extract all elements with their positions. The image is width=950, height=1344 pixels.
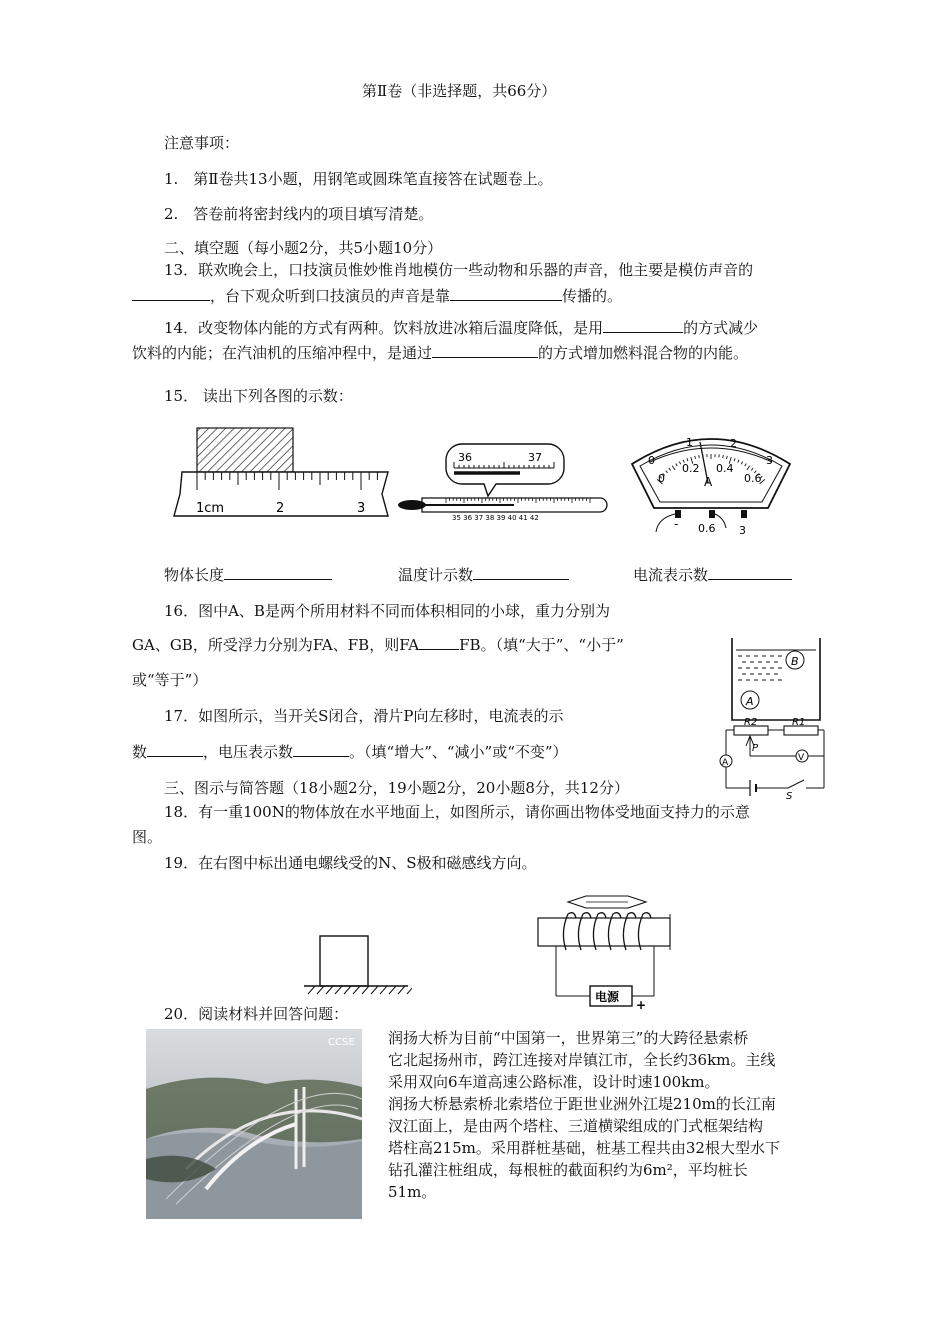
ammeter-top-2: 2 [730,437,737,450]
ammeter-bottom-0: 0 [658,472,665,485]
q20-paragraph-1: 润扬大桥为目前“中国第一，世界第三”的大跨径悬索桥 它北起扬州市，跨江连接对岸镇江市，全长约36km。主线 采用双向6车道高速公路标准，设计时速100km。 [388,1029,776,1091]
ammeter-bottom-0.4: 0.4 [716,462,734,475]
q20-paragraph-2: 润扬大桥悬索桥北索塔位于距世业洲外江堤210m的长江南 汊江面上，是由两个塔柱、三道横梁组成的门式框架结构 塔柱高215m。采用群桩基础，桩基工程共由32根大型水下 钻孔灌注桩组成，每根桩的截面积约为6m²，平均桩长 51m。 [388,1095,780,1201]
q17-blank-1[interactable] [147,740,203,757]
slider-p-label: P [752,743,759,754]
q15-stem: 15． 读出下列各图的示数： [164,387,353,405]
thermometer-scale: 35 36 37 38 39 40 41 42 [452,514,539,522]
answer-length: 物体长度 [164,563,332,586]
q14-line2: 饮料的内能；在汽油机的压缩冲程中，是通过 的方式增加燃料混合物的内能。 [132,341,748,364]
bubble-label-36: 36 [458,451,472,464]
circuit-figure [712,716,828,800]
thermometer-figure [396,440,610,526]
ammeter-bottom-0.6: 0.6 [744,472,762,485]
thermometer-bulb [398,500,426,510]
q14-blank-2[interactable] [432,341,538,358]
r2-label: R2 [744,717,758,728]
solenoid-core [538,918,670,946]
answer-temperature-blank[interactable] [473,563,569,580]
q16-blank[interactable] [419,633,459,650]
ball-b-label: B [791,655,799,668]
ruler-label-3: 3 [357,501,366,516]
r1-label: R1 [792,717,806,728]
ammeter-top-0: 0 [648,454,655,467]
q17-line2: 数 ，电压表示数 。（填“增大”、“减小”或“不变”） [132,740,568,763]
answer-current: 电流表示数 [633,563,792,586]
bridge-photo [146,1029,362,1219]
note-item-1: 1. 第Ⅱ卷共13小题，用钢笔或圆珠笔直接答在试题卷上。 [164,170,553,188]
ruler-label-1cm: 1cm [196,501,225,516]
switch-s-label: S [786,791,793,800]
bubble-label-37: 37 [528,451,542,464]
answer-temperature: 温度计示数 [398,563,569,586]
ammeter-unit: A [704,475,713,489]
ball-a-label: A [746,695,754,708]
answer-length-blank[interactable] [224,563,332,580]
measured-block [197,428,293,472]
section-2-heading: 二、填空题（每小题2分，共5小题10分） [164,239,443,257]
answer-current-blank[interactable] [708,563,792,580]
ruler-label-2: 2 [276,501,285,516]
section-3-heading: 三、图示与简答题（18小题2分，19小题2分，20小题8分，共12分） [164,779,629,797]
ammeter-label: A [722,758,729,768]
photo-logo: CCSE [328,1037,355,1048]
terminal-3: 3 [739,524,746,537]
q17-blank-2[interactable] [293,740,349,757]
voltmeter-label: V [798,753,805,763]
q14-line1: 14．改变物体内能的方式有两种。饮料放进冰箱后温度降低，是用 的方式减少 [164,316,758,339]
block-on-ground-figure [300,930,412,998]
q19-line1: 19．在右图中标出通电螺线受的N、S极和磁感线方向。 [164,854,537,872]
ammeter-top-1: 1 [686,436,693,449]
block-object [320,936,368,986]
switch-s [788,780,804,788]
page-title: 第Ⅱ卷（非选择题，共66分） [362,82,557,100]
terminal-0.6: 0.6 [698,522,716,535]
ammeter-bottom-0.2: 0.2 [682,462,700,475]
q17-line1: 17．如图所示，当开关S闭合，滑片P向左移时，电流表的示 [164,707,564,725]
terminal-minus: - [674,517,679,531]
ruler-figure [170,424,392,524]
ammeter-top-3: 3 [766,454,773,467]
solenoid-figure [532,888,682,1010]
q13-line1: 13．联欢晚会上，口技演员惟妙惟肖地模仿一些动物和乐器的声音，他主要是模仿声音的 [164,261,754,279]
note-item-2: 2. 答卷前将密封线内的项目填写清楚。 [164,205,434,223]
q16-line2: GA、GB，所受浮力分别为FA、FB，则FA FB。（填“大于”、“小于” [132,633,624,656]
q13-blank-2[interactable] [450,284,562,301]
q13-blank-1[interactable] [132,284,210,301]
ammeter-figure [628,428,794,538]
power-plus: + [636,998,647,1010]
q18-line2: 图。 [132,828,163,846]
power-supply-label: 电源 [595,990,620,1004]
q16-line3: 或“等于”） [132,671,208,689]
q20-stem: 20．阅读材料并回答问题： [164,1005,349,1023]
notes-heading: 注意事项： [164,134,240,152]
beaker-figure [728,636,824,722]
q13-line2: ，台下观众听到口技演员的声音是靠 传播的。 [132,284,622,307]
q16-line1: 16．图中A、B是两个所用材料不同而体积相同的小球，重力分别为 [164,602,610,620]
q18-line1: 18．有一重100N的物体放在水平地面上，如图所示，请你画出物体受地面支持力的示意 [164,803,750,821]
ammeter-case [632,439,790,508]
q14-blank-1[interactable] [603,316,683,333]
